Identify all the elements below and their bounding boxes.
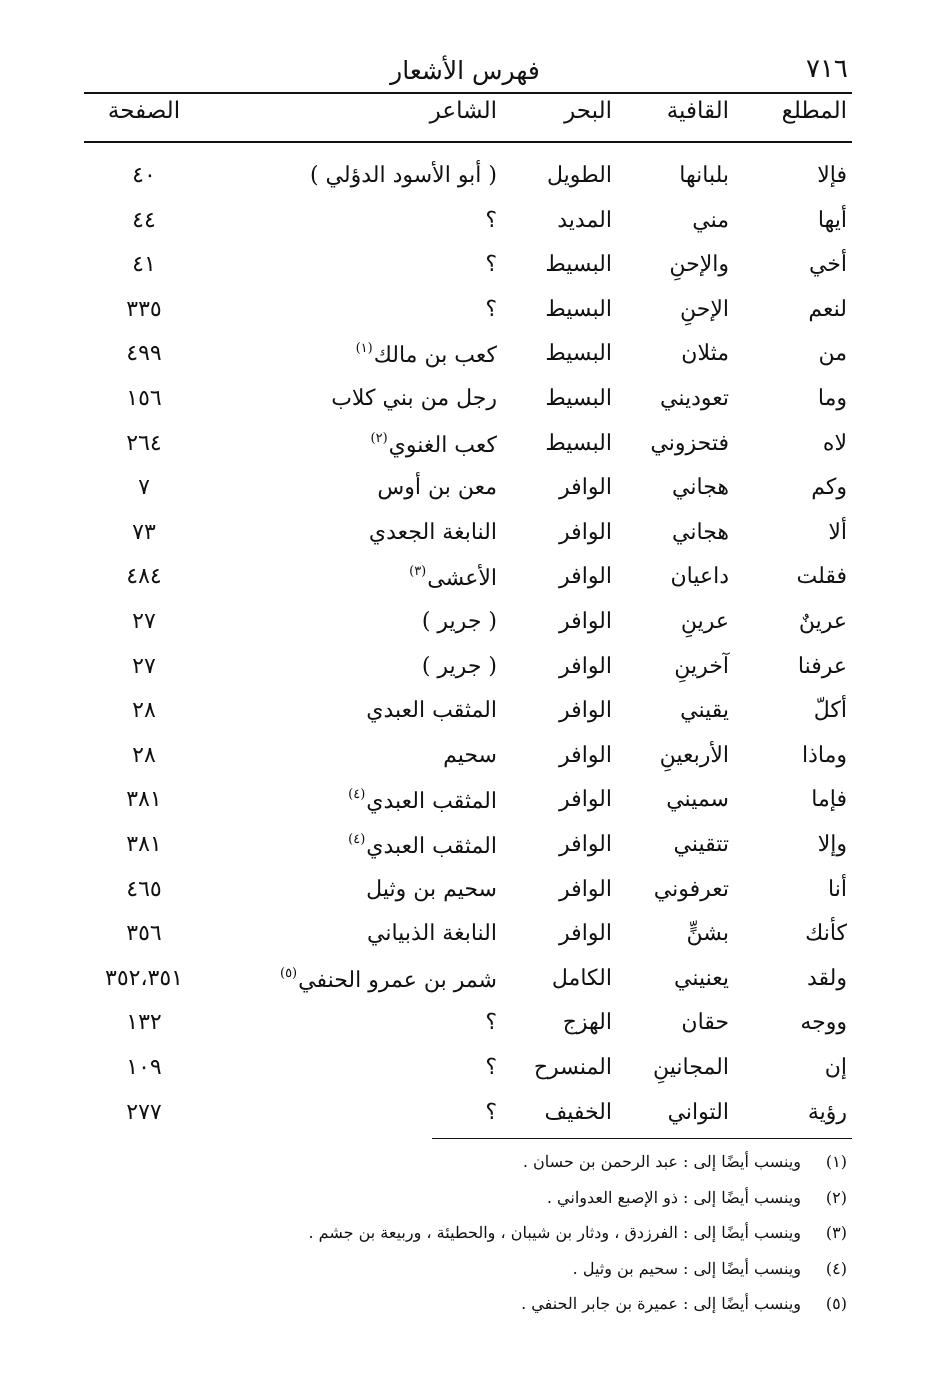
table-row xyxy=(0,1055,939,1095)
bahr-cell: البسيط xyxy=(545,296,612,322)
poet-name: معن بن أوس xyxy=(377,475,497,501)
footnote-text: وينسب أيضًا إلى : سحيم بن وثيل . xyxy=(572,1258,801,1278)
matla-cell: وإلا xyxy=(817,832,847,857)
poet-name: سحيم بن وثيل xyxy=(366,876,497,902)
column-header-matla: المطلع xyxy=(781,98,847,124)
page-title: فهرس الأشعار xyxy=(390,56,540,85)
qafiya-cell: تتقيني xyxy=(673,832,729,857)
matla-cell: وماذا xyxy=(801,742,847,768)
page-ref-cell: ٢٦٤ xyxy=(126,430,162,456)
page-ref-cell: ٢٧٧ xyxy=(126,1099,162,1125)
column-header-rule xyxy=(84,141,852,143)
matla-cell: وما xyxy=(817,386,847,411)
table-row xyxy=(0,475,939,515)
footnote xyxy=(309,1223,848,1242)
qafiya-cell: الأربعينِ xyxy=(659,742,729,768)
footnote-text: وينسب أيضًا إلى : الفرزدق ، ودثار بن شيبان ، والحطيئة ، وربيعة بن جشم . xyxy=(308,1223,801,1242)
bahr-cell: المديد xyxy=(557,207,612,233)
qafiya-cell: والإحنِ xyxy=(669,252,729,278)
shaer-cell xyxy=(485,1100,497,1125)
page-ref-cell: ٢٧ xyxy=(132,653,156,679)
matla-cell: عرينٌ xyxy=(798,609,847,634)
table-row xyxy=(0,564,939,604)
matla-cell: من xyxy=(818,341,847,367)
page-ref-cell: ٤٠ xyxy=(132,163,156,188)
footnote xyxy=(521,1294,847,1313)
poet-name: ؟ xyxy=(485,252,497,278)
matla-cell: رؤية xyxy=(807,1099,847,1125)
footnote-text: وينسب أيضًا إلى : عبد الرحمن بن حسان . xyxy=(522,1152,801,1171)
poet-name: ؟ xyxy=(485,1055,497,1080)
table-row xyxy=(0,787,939,827)
bahr-cell: الوافر xyxy=(559,832,612,857)
page-ref-cell: ٣٥٦ xyxy=(126,921,162,947)
matla-cell: أيها xyxy=(817,207,847,233)
shaer-cell xyxy=(348,832,497,859)
bahr-cell: البسيط xyxy=(545,341,612,367)
footnote-text: وينسب أيضًا إلى : ذو الإصبع العدواني . xyxy=(546,1187,801,1207)
qafiya-cell: الإحنِ xyxy=(679,296,729,322)
matla-cell: لنعم xyxy=(808,296,847,322)
shaer-cell xyxy=(356,341,497,368)
column-header-bahr: البحر xyxy=(564,98,612,124)
bahr-cell: الوافر xyxy=(559,519,612,545)
shaer-cell xyxy=(367,921,497,946)
bahr-cell: البسيط xyxy=(545,252,612,278)
shaer-cell xyxy=(377,475,497,500)
table-row xyxy=(0,386,939,426)
column-header-page: الصفحة xyxy=(107,98,181,124)
poet-name: النابغة الجعدي xyxy=(368,519,497,545)
table-row xyxy=(0,208,939,248)
page-ref-cell: ١٣٢ xyxy=(126,1010,162,1036)
bahr-cell: الوافر xyxy=(559,698,612,724)
shaer-cell xyxy=(280,966,497,993)
qafiya-cell: هجاني xyxy=(672,475,729,501)
footnote-marker: (٤) xyxy=(348,832,366,847)
page-ref-cell: ٢٨ xyxy=(132,698,156,724)
poet-name: كعب الغنوي xyxy=(388,432,497,458)
qafiya-cell: فتحزوني xyxy=(650,430,729,456)
shaer-cell xyxy=(485,1010,497,1035)
matla-cell: أنا xyxy=(828,876,847,902)
poet-name: المثقب العبدي xyxy=(366,789,497,815)
bahr-cell: الوافر xyxy=(559,564,612,590)
table-row xyxy=(0,520,939,560)
footnote-marker: (٣) xyxy=(409,564,427,580)
table-row xyxy=(0,743,939,783)
qafiya-cell: تعرفوني xyxy=(653,876,729,902)
table-row xyxy=(0,341,939,381)
page-ref-cell: ٤٦٥ xyxy=(126,876,162,902)
table-row xyxy=(0,877,939,917)
table-row xyxy=(0,966,939,1006)
matla-cell: عرفنا xyxy=(797,653,847,679)
poet-name: ؟ xyxy=(485,1099,497,1125)
footnote-number: (٥) xyxy=(825,1294,847,1313)
bahr-cell: الوافر xyxy=(559,609,612,634)
bahr-cell: الكامل xyxy=(551,965,612,991)
footnote xyxy=(547,1188,847,1207)
table-row xyxy=(0,252,939,292)
shaer-cell xyxy=(369,520,497,545)
table-row xyxy=(0,163,939,203)
shaer-cell xyxy=(371,431,497,458)
page-number: ٧١٦ xyxy=(806,54,848,84)
page-ref-cell: ٢٨ xyxy=(132,742,156,768)
poet-name: المثقب العبدي xyxy=(366,698,497,724)
qafiya-cell: سميني xyxy=(666,787,729,813)
matla-cell: وكم xyxy=(811,475,847,501)
matla-cell: أخي xyxy=(808,252,847,278)
footnote-number: (٢) xyxy=(825,1187,847,1207)
shaer-cell xyxy=(348,787,497,814)
qafiya-cell: هجاني xyxy=(672,519,729,545)
poet-name: النابغة الذبياني xyxy=(367,921,497,947)
footnote-text: وينسب أيضًا إلى : عميرة بن جابر الحنفي . xyxy=(521,1294,801,1313)
footnote xyxy=(573,1259,847,1278)
table-row xyxy=(0,832,939,872)
page-ref-cell: ١٠٩ xyxy=(126,1055,162,1080)
column-header-qafiya: القافية xyxy=(666,98,729,124)
qafiya-cell: داعيان xyxy=(670,564,729,590)
matla-cell: ووجه xyxy=(800,1010,847,1036)
qafiya-cell: حقان xyxy=(681,1010,729,1036)
qafiya-cell: بشنٍّ xyxy=(686,921,729,947)
page-ref-cell: ٣٨١ xyxy=(126,832,162,857)
table-row xyxy=(0,921,939,961)
bahr-cell: الوافر xyxy=(559,475,612,501)
table-row xyxy=(0,431,939,471)
shaer-cell xyxy=(422,609,497,634)
poet-name: سحيم xyxy=(443,742,497,768)
shaer-cell xyxy=(485,252,497,277)
poet-name: ؟ xyxy=(485,296,497,322)
qafiya-cell: آخرينِ xyxy=(674,653,729,679)
footnote-marker: (٤) xyxy=(348,787,366,803)
page-ref-cell: ٢٧ xyxy=(132,609,156,634)
footnote-rule xyxy=(432,1138,852,1139)
matla-cell: ألا xyxy=(828,519,847,545)
bahr-cell: الخفيف xyxy=(544,1099,612,1125)
bahr-cell: الوافر xyxy=(559,921,612,947)
page-ref-cell: ١٥٦ xyxy=(126,386,162,411)
matla-cell: فإما xyxy=(811,787,847,813)
page-ref-cell: ٣٣٥ xyxy=(126,296,162,322)
qafiya-cell: عرينِ xyxy=(680,609,729,634)
matla-cell: فإلا xyxy=(817,163,847,188)
matla-cell: كأنك xyxy=(805,921,847,947)
qafiya-cell: يقيني xyxy=(680,698,729,724)
bahr-cell: المنسرح xyxy=(533,1055,612,1080)
footnote xyxy=(523,1152,847,1171)
qafiya-cell: مثلان xyxy=(681,341,729,367)
footnote-marker: (١) xyxy=(355,341,373,357)
poet-name: ( جرير ) xyxy=(421,653,497,679)
poet-name: المثقب العبدي xyxy=(366,834,497,859)
poet-name: الأعشى xyxy=(427,566,497,592)
shaer-cell xyxy=(485,1055,497,1080)
poet-name: ( أبو الأسود الدؤلي ) xyxy=(309,163,497,188)
page-ref-cell: ٧٣ xyxy=(132,519,156,545)
shaer-cell xyxy=(366,698,497,723)
shaer-cell xyxy=(331,386,497,411)
page-ref-cell: ٤٩٩ xyxy=(126,341,162,367)
shaer-cell xyxy=(310,163,497,188)
bahr-cell: الوافر xyxy=(559,787,612,813)
table-row xyxy=(0,297,939,337)
qafiya-cell: المجانينِ xyxy=(653,1055,729,1080)
qafiya-cell: مني xyxy=(692,207,729,233)
page-ref-cell: ٣٥٢،٣٥١ xyxy=(105,965,183,991)
poet-name: رجل من بني كلاب xyxy=(331,386,497,411)
page-ref-cell: ٤١ xyxy=(132,252,156,278)
footnote-number: (١) xyxy=(825,1152,847,1171)
matla-cell: إن xyxy=(824,1055,847,1080)
matla-cell: فقلت xyxy=(796,564,847,590)
matla-cell: لاه xyxy=(822,430,847,456)
footnote-number: (٣) xyxy=(825,1223,847,1242)
qafiya-cell: التواني xyxy=(667,1099,729,1125)
bahr-cell: البسيط xyxy=(545,386,612,411)
shaer-cell xyxy=(422,654,497,679)
page-ref-cell: ٣٨١ xyxy=(126,787,162,813)
table-row xyxy=(0,1100,939,1140)
header-rule xyxy=(84,92,852,94)
page-ref-cell: ٧ xyxy=(138,475,150,501)
footnote-marker: (٥) xyxy=(279,965,298,981)
qafiya-cell: تعوديني xyxy=(660,386,729,411)
bahr-cell: الهزج xyxy=(562,1010,612,1036)
shaer-cell xyxy=(409,564,497,591)
matla-cell: أكلّ xyxy=(813,698,847,724)
bahr-cell: البسيط xyxy=(545,430,612,456)
table-row xyxy=(0,609,939,649)
qafiya-cell: يعنيني xyxy=(674,965,729,991)
table-row xyxy=(0,1010,939,1050)
poet-name: ( جرير ) xyxy=(421,609,497,634)
page-ref-cell: ٤٤ xyxy=(132,207,156,233)
shaer-cell xyxy=(485,208,497,233)
shaer-cell xyxy=(485,297,497,322)
poet-name: شمر بن عمرو الحنفي xyxy=(298,967,497,993)
bahr-cell: الطويل xyxy=(546,163,612,188)
shaer-cell xyxy=(366,877,497,902)
bahr-cell: الوافر xyxy=(559,653,612,679)
footnote-number: (٤) xyxy=(825,1258,847,1278)
matla-cell: ولقد xyxy=(806,965,847,991)
shaer-cell xyxy=(443,743,497,768)
page-ref-cell: ٤٨٤ xyxy=(126,564,162,590)
bahr-cell: الوافر xyxy=(559,742,612,768)
poet-name: كعب بن مالك xyxy=(373,343,497,369)
poet-name: ؟ xyxy=(485,207,497,233)
bahr-cell: الوافر xyxy=(559,876,612,902)
qafiya-cell: بلبانها xyxy=(679,163,729,188)
column-header-shaer: الشاعر xyxy=(429,98,497,124)
table-row xyxy=(0,654,939,694)
poet-name: ؟ xyxy=(485,1010,497,1036)
table-row xyxy=(0,698,939,738)
footnote-marker: (٢) xyxy=(370,430,388,446)
